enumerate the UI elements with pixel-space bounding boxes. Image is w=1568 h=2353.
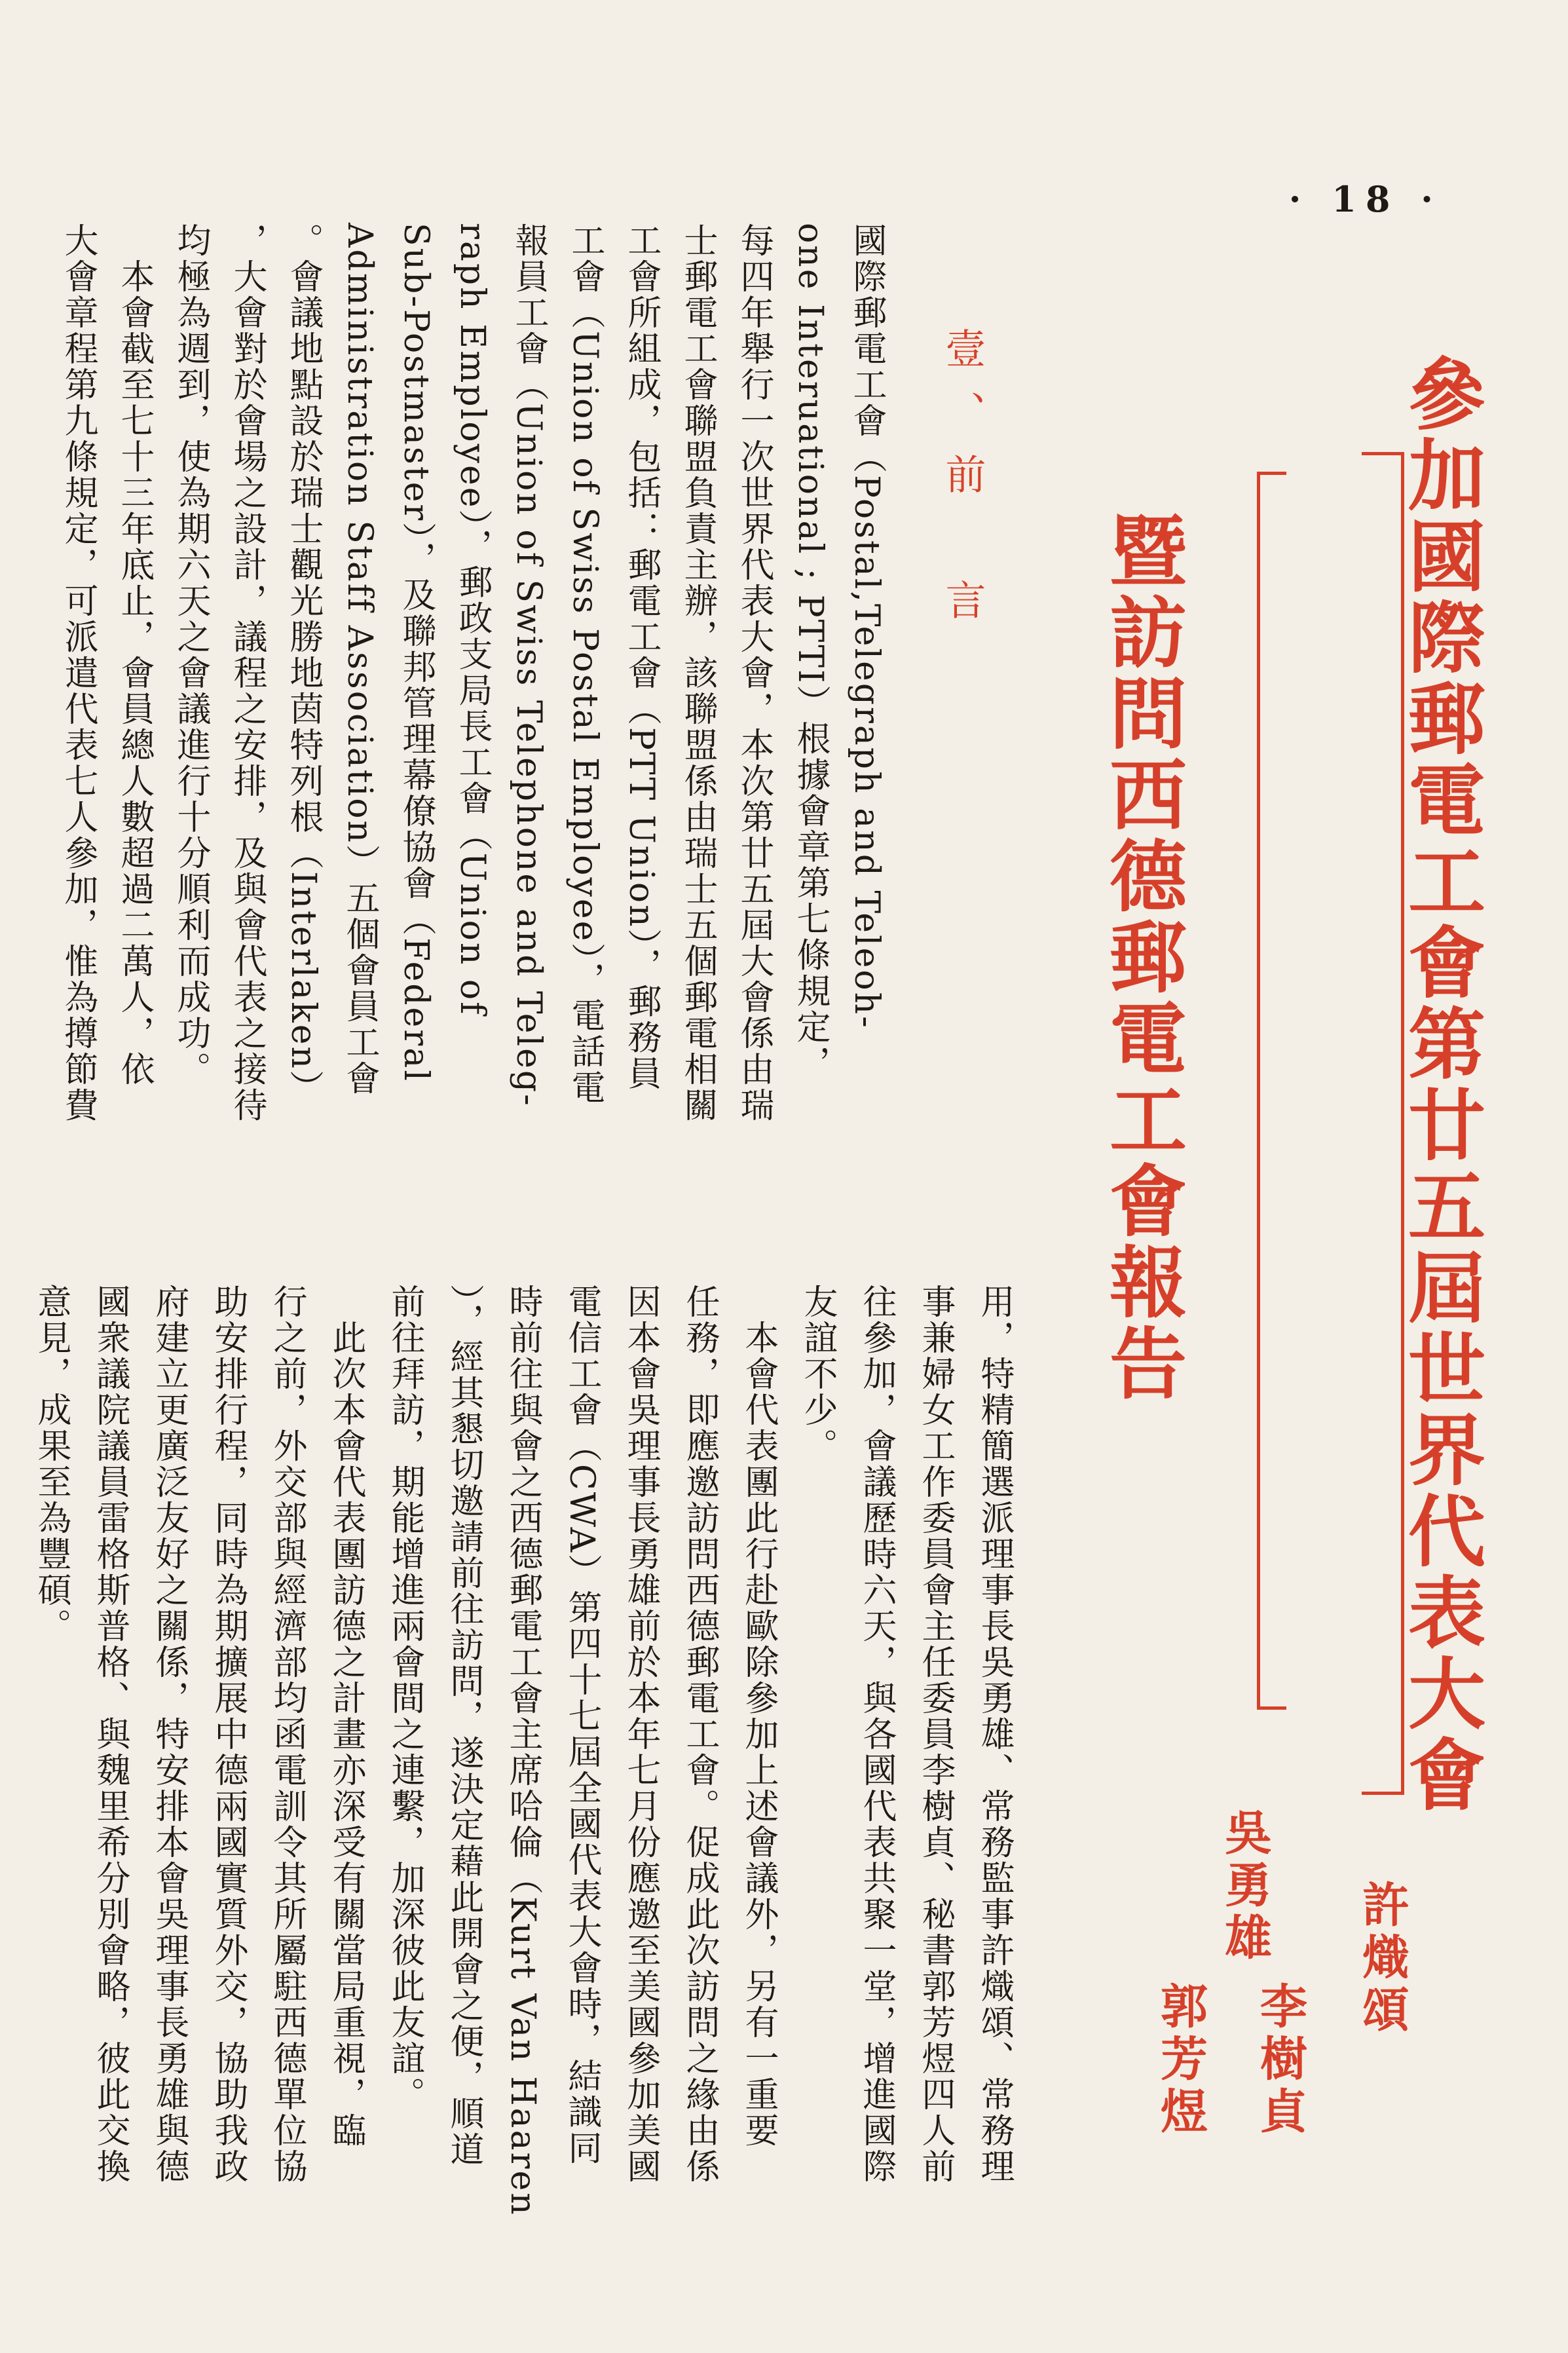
text-column: 往參加，會議歷時六天，與各國代表共聚一堂，增進國際 bbox=[857, 1284, 896, 2185]
title-line-2: 暨訪問西德郵電工會報告 bbox=[1096, 511, 1187, 1404]
text-column: 士郵電工會聯盟負責主辦，該聯盟係由瑞士五個郵電相關 bbox=[678, 223, 717, 1123]
text-column: 每四年舉行一次世界代表大會，本次第廿五屆大會係由瑞 bbox=[734, 223, 774, 1123]
text-column: one Interuational ; PTTI）根據會章第七條規定， bbox=[791, 223, 830, 1082]
text-column: 本會截至七十三年底止，會員總人數超過二萬人，依 bbox=[115, 223, 154, 1087]
section-heading: 壹、前 言 bbox=[939, 328, 986, 642]
text-column: 電信工會（CWA）第四十七屆全國代表大會時，結識同 bbox=[562, 1284, 601, 2167]
text-column: ），經其懇切邀請前往訪問，遂決定藉此開會之便，順道 bbox=[444, 1284, 483, 2168]
text-column: Administration Staff Association）五個會員工會 bbox=[340, 223, 379, 1097]
text-column: Sub-Postmaster），及聯邦管理幕僚協會（Federal bbox=[396, 223, 436, 1083]
text-column: 國際郵電工會（Postal,Telegraph and Teleoh- bbox=[847, 223, 886, 1030]
title-bracket-left bbox=[1257, 472, 1286, 1710]
author-guo: 郭芳煜 bbox=[1153, 1982, 1208, 2139]
page-number: · 18 · bbox=[1288, 178, 1442, 220]
text-column: 用，特精簡選派理事長吳勇雄、常務監事許熾頌、常務理 bbox=[975, 1284, 1014, 2185]
text-column: 報員工會（Union of Swiss Telephone and Teleg- bbox=[509, 223, 548, 1108]
text-column: ，大會對於會場之設計，議程之安排，及與會代表之接待 bbox=[227, 223, 267, 1123]
text-column: 府建立更廣泛友好之關係，特安排本會吳理事長勇雄與德 bbox=[149, 1284, 189, 2185]
text-column: 大會章程第九條規定，可派遣代表七人參加，惟為撙節費 bbox=[58, 223, 98, 1123]
text-column: 行之前，外交部與經濟部均函電訓令其所屬駐西德單位協 bbox=[267, 1284, 307, 2185]
text-column: 友誼不少。 bbox=[798, 1284, 837, 1464]
text-column: 工會所組成，包括：郵電工會（PTT Union），郵務員 bbox=[622, 223, 661, 1092]
author-wu: 吳勇雄 bbox=[1217, 1808, 1273, 1965]
text-column: 此次本會代表團訪德之計畫亦深受有關當局重視，臨 bbox=[326, 1284, 365, 2149]
author-li: 李樹貞 bbox=[1252, 1982, 1308, 2139]
title-line-1: 參加國際郵電工會第廿五屆世界代表大會 bbox=[1395, 354, 1486, 1816]
text-column: 本會代表團此行赴歐除參加上述會議外，另有一重要 bbox=[739, 1284, 778, 2149]
text-column: 。會議地點設於瑞士觀光勝地茵特列根（Interlaken） bbox=[284, 223, 323, 1106]
text-column: raph Employee），郵政支局長工會（Union of bbox=[453, 223, 492, 1017]
text-column: 助安排行程，同時為期擴展中德兩國實質外交，協助我政 bbox=[208, 1284, 248, 2185]
text-column: 均極為週到，使為期六天之會議進行十分順利而成功。 bbox=[171, 223, 210, 1087]
text-column: 因本會吳理事長勇雄前於本年七月份應邀至美國參加美國 bbox=[621, 1284, 660, 2185]
text-column: 前往拜訪，期能增進兩會間之連繫，加深彼此友誼。 bbox=[385, 1284, 424, 2113]
text-column: 工會（Union of Swiss Postal Employee），電話電 bbox=[565, 223, 605, 1106]
text-column: 任務，即應邀訪問西德郵電工會。促成此次訪問之緣由係 bbox=[680, 1284, 719, 2185]
text-column: 事兼婦女工作委員會主任委員李樹貞、秘書郭芳煜四人前 bbox=[916, 1284, 955, 2185]
text-column: 時前往與會之西德郵電工會主席哈倫（Kurt Van Haaren bbox=[503, 1284, 542, 2217]
text-column: 意見，成果至為豐碩。 bbox=[31, 1284, 71, 1644]
text-column: 國衆議院議員雷格斯普格、與魏里希分別會略，彼此交換 bbox=[90, 1284, 130, 2185]
author-xu: 許熾頌 bbox=[1354, 1880, 1410, 2037]
